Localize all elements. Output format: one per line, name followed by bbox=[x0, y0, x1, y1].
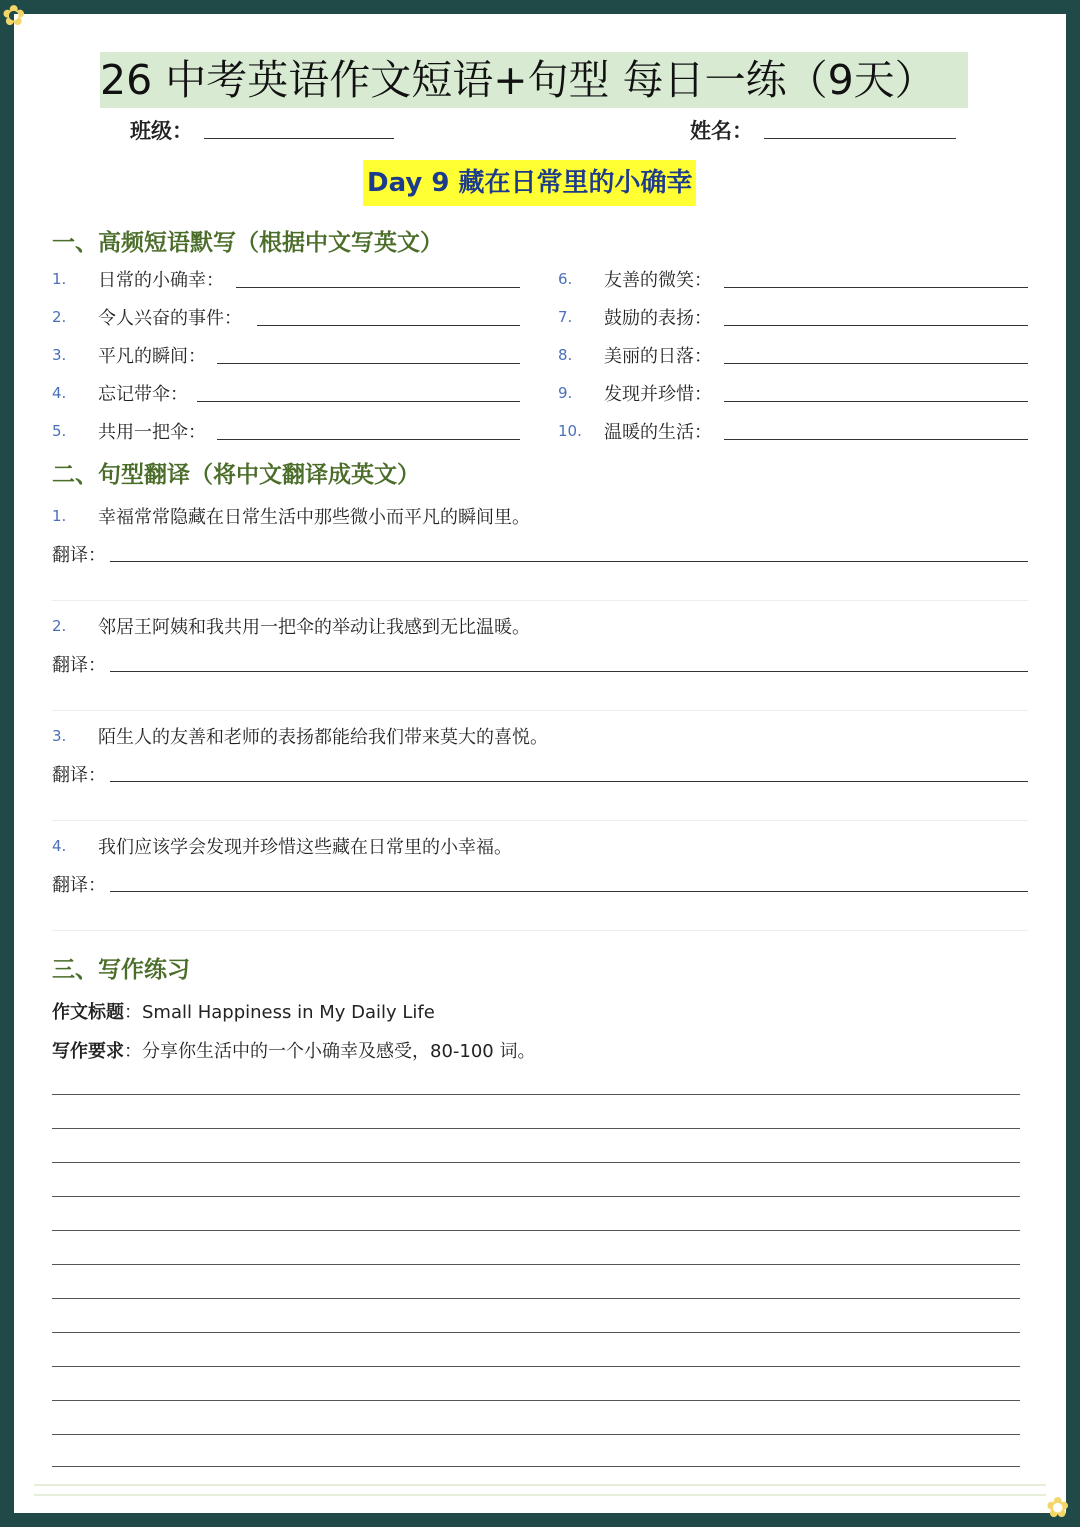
topic-value: ：Small Happiness in My Daily Life bbox=[124, 1002, 435, 1023]
writing-line[interactable] bbox=[52, 1298, 1020, 1299]
writing-line[interactable] bbox=[52, 1264, 1020, 1265]
flower-icon: ✿ bbox=[1046, 1491, 1070, 1524]
class-label: 班级： bbox=[130, 118, 193, 143]
divider bbox=[52, 710, 1028, 711]
answer-line[interactable] bbox=[236, 287, 520, 288]
answer-line[interactable] bbox=[724, 325, 1028, 326]
name-label: 姓名： bbox=[690, 118, 753, 143]
divider bbox=[52, 820, 1028, 821]
writing-line[interactable] bbox=[52, 1162, 1020, 1163]
answer-line[interactable] bbox=[217, 363, 520, 364]
translation-line[interactable] bbox=[110, 671, 1028, 672]
translation-line[interactable] bbox=[110, 561, 1028, 562]
writing-line[interactable] bbox=[52, 1128, 1020, 1129]
essay-topic bbox=[52, 998, 435, 1024]
requirement-label: 写作要求 bbox=[52, 1041, 124, 1062]
answer-line[interactable] bbox=[724, 287, 1028, 288]
writing-line[interactable] bbox=[52, 1332, 1020, 1333]
answer-line[interactable] bbox=[217, 439, 520, 440]
answer-line[interactable] bbox=[257, 325, 520, 326]
section2-heading: 二、句型翻译（将中文翻译成英文） bbox=[52, 462, 420, 488]
section1-heading: 一、高频短语默写（根据中文写英文） bbox=[52, 230, 443, 256]
class-field[interactable] bbox=[204, 138, 394, 139]
name-field[interactable] bbox=[764, 138, 956, 139]
answer-line[interactable] bbox=[724, 401, 1028, 402]
writing-line[interactable] bbox=[52, 1230, 1020, 1231]
writing-line[interactable] bbox=[52, 1196, 1020, 1197]
answer-line[interactable] bbox=[724, 439, 1028, 440]
writing-line[interactable] bbox=[52, 1466, 1020, 1467]
requirement-value: ：分享你生活中的一个小确幸及感受，80-100 词。 bbox=[124, 1041, 536, 1062]
flower-icon: ✿ bbox=[2, 0, 26, 32]
answer-line[interactable] bbox=[197, 401, 520, 402]
topic-label: 作文标题 bbox=[52, 1002, 124, 1023]
day-title: Day 9 藏在日常里的小确幸 bbox=[363, 160, 696, 206]
divider bbox=[52, 600, 1028, 601]
divider bbox=[52, 930, 1028, 931]
writing-line[interactable] bbox=[52, 1366, 1020, 1367]
writing-line[interactable] bbox=[52, 1094, 1020, 1095]
translation-line[interactable] bbox=[110, 891, 1028, 892]
writing-line[interactable] bbox=[52, 1434, 1020, 1435]
worksheet-page: 26 中考英语作文短语+句型 每日一练（9天） 班级： 姓名： Day 9 藏在日常里的小确幸 一、高频短语默写（根据中文写英文） 1. 日常的小确幸： 2. 令人兴奋的事件： 3. 平凡的瞬间： 4. 忘记带伞： 5. 共用一把伞： 6. 友善的微笑： 7. 鼓励的表扬： 8. 美丽的日落： 9. 发现并珍惜： 10. 温暖的生活： 二、句型翻译（将中文翻译成英文） 1. 幸福常常隐藏在日常生活中那些微小而平凡的瞬间里。 翻译： 2. 邻居王阿姨和我共用一把伞的举动让我感到无比温暖。 翻译： 3. 陌生人的友善和老师的表扬都能给我们带来莫大的喜悦。 翻译： 4. 我们应该学会发现并珍惜这些藏在日常里的小幸福。 翻译： 三、写作练习 作文标题：Small Happiness in My Daily Life 写作要求：分享你生活中的一个小确幸及感受，80-100 词。 bbox=[14, 14, 1066, 1513]
translation-line[interactable] bbox=[110, 781, 1028, 782]
answer-line[interactable] bbox=[724, 363, 1028, 364]
page-title: 26 中考英语作文短语+句型 每日一练（9天） bbox=[100, 52, 968, 108]
bottom-decoration-strip bbox=[34, 1484, 1046, 1496]
section3-heading: 三、写作练习 bbox=[52, 957, 190, 983]
writing-line[interactable] bbox=[52, 1400, 1020, 1401]
essay-requirement bbox=[52, 1037, 535, 1063]
